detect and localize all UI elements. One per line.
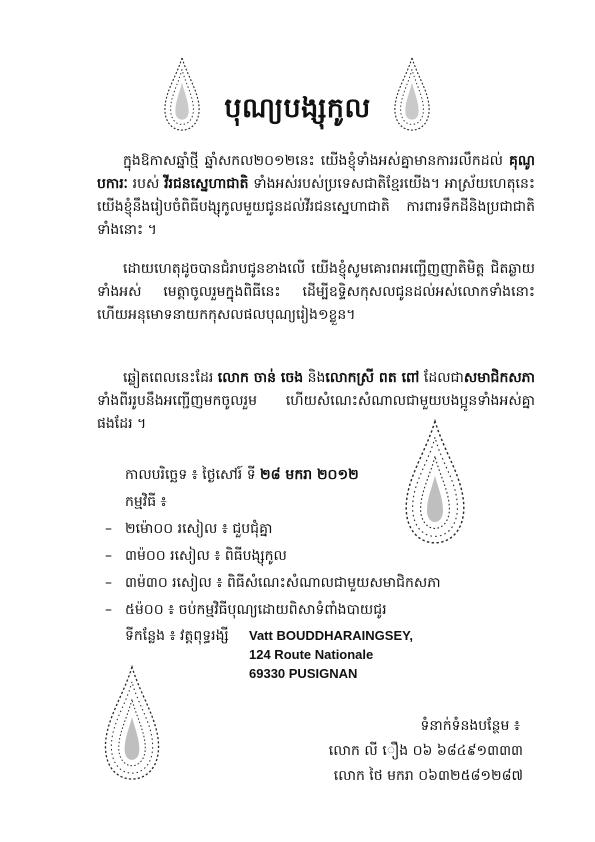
flame-drop-ornament-bottom-left bbox=[101, 664, 163, 782]
contact-line-2: លោក ថៃ មករា ០៦៣២៥៨១២៨៧ bbox=[333, 768, 523, 784]
program-label: កម្មវិធី ៖ bbox=[125, 494, 167, 510]
program-item-text: ៣ម៉០០ រសៀល ៖ ពិធីបង្សុកូល bbox=[125, 548, 287, 564]
program-item bbox=[105, 547, 287, 565]
paragraph-intro-text-3: ទាំងអស់របស់ប្រទេសជាតិខ្មែរយើង។ អាស្រ័យហេតុនេះ យើងខ្ញុំនឹងរៀបចំពិធីបង្សុកូលមួយជូនដល់វីរជនស្នេហាជាតិ ការពារទឹកដីនិងប្រជាជាតិទាំងនោះ ។ bbox=[97, 176, 535, 238]
paragraph-guests-text-4: ទាំងពីររូបនឹងអញ្ជើញមកចូលរួម ហើយសំណេះសំណាលជាមួយបងប្អូនទាំងអស់គ្នាផងដែរ ។ bbox=[97, 393, 535, 432]
address-line-1: Vatt BOUDDHARAINGSEY, bbox=[249, 628, 413, 643]
page-title: បុណ្យបង្សុកូល bbox=[224, 93, 371, 124]
paragraph-guests bbox=[97, 367, 535, 436]
event-date bbox=[125, 466, 359, 484]
flame-drop-ornament-middle-right bbox=[402, 418, 468, 546]
paragraph-intro-text-1: ក្នុងឱកាសឆ្នាំថ្មី ឆ្នាំសកល២០១២នេះ យើងខ្ញុំទាំងអស់គ្នាមានការរលឹកដល់ bbox=[123, 153, 510, 169]
program-item-text: ២ម៉ោ០០ រសៀល ៖ ជួបជុំគ្នា bbox=[125, 521, 273, 537]
program-item-dash: – bbox=[105, 521, 112, 537]
address-line-2: 124 Route Nationale bbox=[249, 647, 374, 662]
address-line-3: 69330 PUSIGNAN bbox=[249, 666, 358, 681]
guest-role: សមាជិកសភា bbox=[463, 370, 535, 386]
program-item-dash: – bbox=[105, 575, 112, 591]
program-item bbox=[105, 520, 272, 538]
program-item-dash: – bbox=[105, 548, 112, 564]
contact-line-1: លោក លី ឿង ០៦ ៦៨៤៩១៣៣៣ bbox=[328, 743, 523, 759]
paragraph-invitation: ដោយហេតុដូចបានជំរាបជូនខាងលើ យើងខ្ញុំសូមគោរពអញ្ជើញញាតិមិត្ត ជិតឆ្ងាយទាំងអស់ មេត្តាចូលរួមក្នុងពិធីនេះ ដើម្បីឧទ្ទិសកុសលជូនដល់អស់លោកទាំងនោះ ហើយអនុមោទនាយកកុសលផលបុណ្យរៀង១ខ្លួន។ bbox=[97, 261, 535, 323]
paragraph-intro-bold-2: វីរជនស្នេហាជាតិ bbox=[164, 176, 249, 192]
guest-name-1: លោក ចាន់ ចេង bbox=[217, 370, 304, 386]
program-item-text: ៣ម៉៣០ រសៀល ៖ ពិធីសំណេះសំណាលជាមួយសមាជិកសភា bbox=[125, 575, 441, 591]
paragraph-guests-text-3: ដែលជា bbox=[419, 370, 464, 386]
contact-label: ទំនាក់ទំនងបន្ថែម ៖ bbox=[420, 718, 520, 734]
event-date-value: ២៨ មករា ២០១២ bbox=[260, 467, 359, 483]
event-date-label: កាលបរិច្ឆេទ ៖ ថ្ងៃសៅរ៍ ទី bbox=[125, 467, 261, 483]
paragraph-guests-text-2: និង bbox=[303, 370, 326, 386]
program-item-text: ៥ម៉០០ ៖ ចប់កម្មវិធីបុណ្យដោយពិសាទំពាំងបាយជូរ bbox=[125, 602, 387, 618]
program-item bbox=[105, 601, 387, 619]
paragraph-intro-text-2: របស់ bbox=[127, 176, 165, 192]
guest-name-2: លោកស្រី ពត ពៅ bbox=[325, 370, 420, 386]
paragraph-guests-text-1: ឆ្លៀតពេលនេះដែរ bbox=[123, 370, 218, 386]
paragraph-intro-bold-1: គុណូបការៈ bbox=[97, 153, 535, 192]
program-item-dash: – bbox=[105, 602, 112, 618]
program-item bbox=[105, 574, 441, 592]
paragraph-intro bbox=[97, 150, 535, 242]
location-label: ទីកន្លែង ៖ វត្តពុទ្ធរង្សី bbox=[125, 628, 229, 644]
